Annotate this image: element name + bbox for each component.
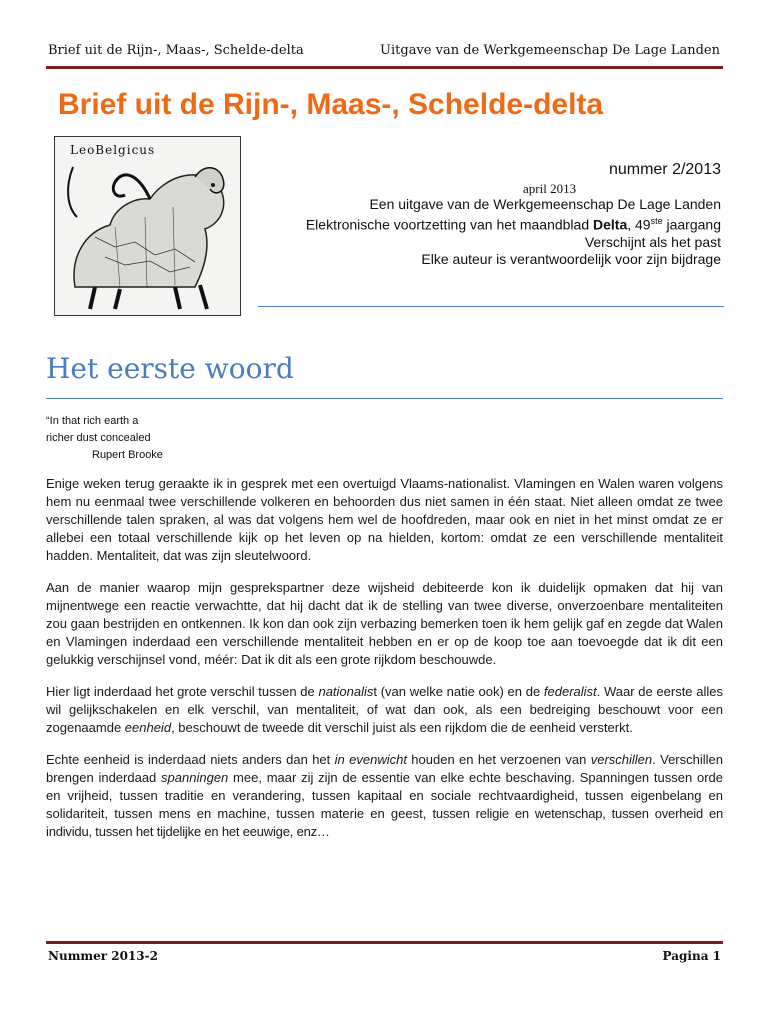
page-title: Brief uit de Rijn-, Maas-, Schelde-delta	[58, 88, 604, 121]
paragraph-3-federalist: federalist	[543, 684, 597, 699]
footer-page-number: Pagina 1	[662, 949, 721, 963]
paragraph-3	[46, 683, 723, 737]
footer-rule	[46, 941, 723, 944]
paragraph-4-verschillen: verschillen	[590, 752, 653, 767]
issue-number: nummer 2/2013	[608, 161, 721, 178]
paragraph-4-in-evenwicht: in evenwicht	[334, 752, 407, 767]
masthead-volume: , 49	[627, 216, 651, 233]
paragraph-3-text: t (van welke natie ook) en de	[373, 684, 544, 699]
paragraph-2: Aan de manier waarop mijn gesprekspartner deze wijsheid debiteerde kon ik duidelijk opmaken dat hij van mijnentwege een reactie verwachtte, dat hij dacht dat ik de stelling van twee diverse, onverzoenbare mentaliteiten zou gaan bestrijden en ontkennen. Ik kon dan ook zijn verbazing bemerken toen ik hem gelijk gaf en zegde dat Walen en Vlamingen inderdaad een verschillende mentaliteit hebben en er op de koop toe aan toevoegde dat ik dit een gelukkig verschijnsel vond, méér: Dat ik dit als een grote rijkdom beschouwde.	[46, 580, 723, 667]
masthead-delta: Delta	[593, 216, 628, 233]
paragraph-4	[46, 751, 723, 841]
lion-map-icon	[55, 137, 240, 315]
issue-date: april 2013	[523, 181, 577, 196]
masthead-frequency: Verschijnt als het past	[584, 233, 721, 250]
paragraph-4-tail: tussen religie en wetenschap, tussen overheid en individu, tussen het tijdelijke en het eeuwige, enz…	[46, 806, 724, 839]
masthead-publisher: Een uitgave van de Werkgemeenschap De Lage Landen	[369, 196, 721, 212]
running-header-title: Brief uit de Rijn-, Maas-, Schelde-delta	[48, 43, 304, 58]
masthead-continuation-text: Elektronische voortzetting van het maandblad	[305, 216, 593, 233]
leo-belgicus-logo	[54, 136, 241, 316]
header-rule	[46, 66, 723, 69]
epigraph-author: Rupert Brooke	[92, 449, 163, 461]
article-body	[46, 475, 723, 855]
masthead	[251, 160, 721, 268]
section-rule	[46, 398, 723, 399]
masthead-disclaimer: Elke auteur is verantwoordelijk voor zijn bijdrage	[421, 250, 721, 267]
logo-caption: LeoBelgicus	[67, 143, 158, 157]
footer-issue: Nummer 2013-2	[48, 949, 158, 963]
paragraph-3-text: , beschouwt de tweede dit verschil juist als een rijkdom die de eenheid versterkt.	[171, 720, 633, 735]
epigraph-line-1: “In that rich earth a	[46, 415, 139, 427]
masthead-rule	[258, 306, 724, 307]
epigraph-line-2: richer dust concealed	[46, 432, 151, 444]
paragraph-1: Enige weken terug geraakte ik in gesprek met een overtuigd Vlaams-nationalist. Vlamingen en Walen waren volgens hem nu eenmaal twee verschillende volkeren en behoorden dus niet samen in één staat. Niet alleen omdat ze twee verschillende talen spraken, al was dat volgens hem wel de hoofdreden, maar ook en niet in het minst omdat ze er allebei een totaal verschillende kijk op het leven op na hielden, kortom: omdat ze een verschillende mentaliteit hadden. Mentaliteit, dat was zijn sleutelwoord.	[46, 476, 723, 563]
paragraph-3-nationalist: nationalis	[318, 684, 374, 699]
masthead-continuation	[251, 213, 721, 234]
paragraph-4-text: mee, maar zij zijn de essentie van elke echte beschaving. Spanningen tussen orde en vrijheid, tussen traditie en verandering, tussen kapitaal en sociale rechtvaardigheid, tussen eigenbelang en solidariteit, tussen mens en machine, tussen materie en geest,	[46, 770, 723, 821]
paragraph-4-spanningen: spanningen	[161, 770, 229, 785]
running-header-publisher: Uitgave van de Werkgemeenschap De Lage Landen	[380, 43, 720, 58]
section-title: Het eerste woord	[46, 352, 294, 385]
running-header	[46, 41, 724, 61]
paragraph-4-text: . Verschillen brengen inderdaad	[46, 752, 723, 785]
masthead-volume-label: jaargang	[662, 216, 721, 233]
paragraph-3-text: Hier ligt inderdaad het grote verschil tussen de	[46, 684, 319, 699]
paragraph-3-eenheid: eenheid	[124, 720, 172, 735]
paragraph-4-text: Echte eenheid is inderdaad niets anders dan het	[46, 752, 335, 767]
epigraph	[46, 413, 163, 464]
masthead-volume-suffix: ste	[650, 216, 663, 226]
paragraph-4-text: houden en het verzoenen van	[406, 752, 591, 767]
paragraph-3-text: . Waar de eerste alles wil gelijkschakelen en elk verschil, van mentaliteit, of wat dan ook, als een bedreiging beschouwt voor een zogenaamde	[46, 684, 723, 735]
